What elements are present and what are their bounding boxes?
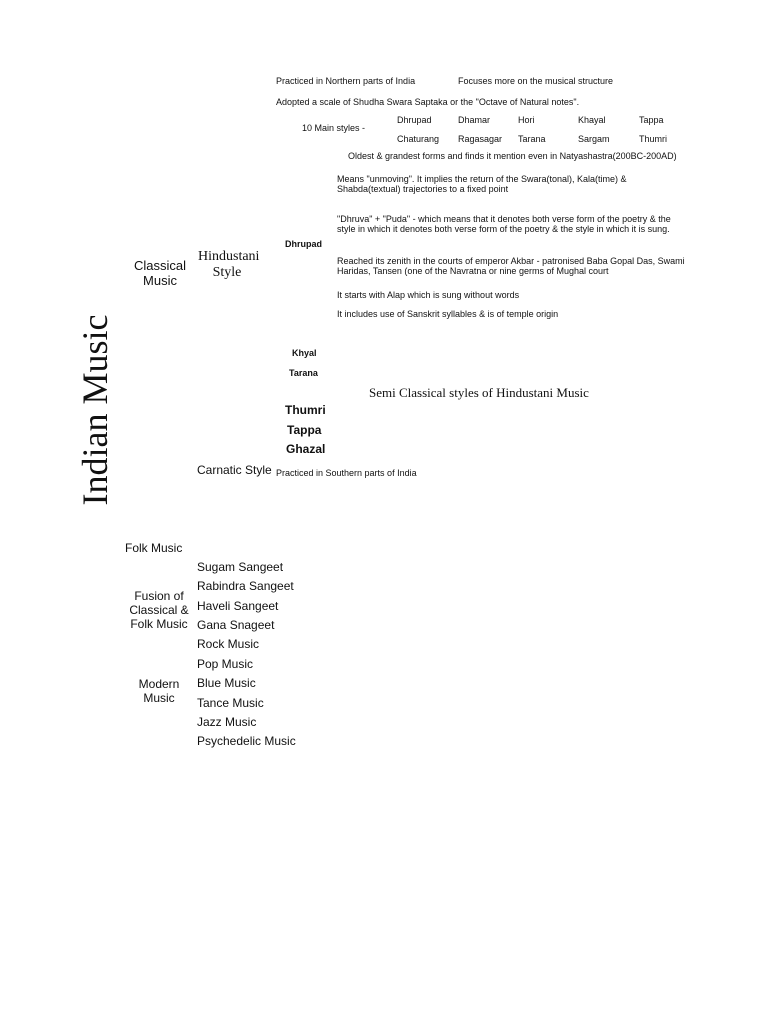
fact-structure: Focuses more on the musical structure (458, 76, 614, 86)
modern-item: Psychedelic Music (197, 734, 296, 748)
main-style-item: Tarana (518, 134, 546, 144)
carnatic-note: Practiced in Southern parts of India (276, 468, 417, 478)
carnatic-style-label: Carnatic Style (197, 463, 272, 477)
modern-music-label: Modern Music (138, 677, 180, 705)
semi-classical-style: Ghazal (286, 442, 326, 456)
main-style-item: Dhrupad (397, 115, 432, 125)
modern-item: Jazz Music (197, 715, 257, 729)
fact-scale: Adopted a scale of Shudha Swara Saptaka or the "Octave of Natural notes". (276, 97, 580, 107)
fusion-music-label: Fusion of Classical & Folk Music (129, 589, 189, 631)
semi-classical-style: Thumri (285, 403, 326, 417)
fact-northern: Practiced in Northern parts of India (276, 76, 416, 86)
modern-item: Tance Music (197, 696, 264, 710)
semi-classical-label: Semi Classical styles of Hindustani Music (369, 385, 589, 400)
main-style-item: Hori (518, 115, 535, 125)
fusion-item: Haveli Sangeet (197, 599, 279, 613)
fusion-item: Sugam Sangeet (197, 560, 284, 574)
modern-item: Rock Music (197, 637, 260, 651)
dhrupad-note: Oldest & grandest forms and finds it mention even in Natyashastra(200BC-200AD) (348, 151, 677, 161)
style-khyal: Khyal (292, 348, 317, 358)
main-style-item: Ragasagar (458, 134, 503, 144)
main-style-item: Chaturang (397, 134, 440, 144)
dhrupad-note: It includes use of Sanskrit syllables & is of temple origin (337, 309, 559, 319)
main-style-item: Sargam (578, 134, 610, 144)
main-styles-label: 10 Main styles - (302, 123, 366, 133)
folk-music-label: Folk Music (125, 541, 183, 555)
main-style-item: Tappa (639, 115, 664, 125)
modern-item: Blue Music (197, 676, 256, 690)
fusion-item: Gana Snageet (197, 618, 275, 632)
style-tarana: Tarana (289, 368, 318, 378)
hindustani-style-label: Hindustani Style (198, 249, 260, 281)
semi-classical-style: Tappa (287, 423, 322, 437)
diagram-title: Indian Music (75, 314, 115, 506)
modern-item: Pop Music (197, 657, 254, 671)
fusion-item: Rabindra Sangeet (197, 579, 294, 593)
dhrupad-label: Dhrupad (285, 239, 322, 249)
main-style-item: Dhamar (458, 115, 491, 125)
main-style-item: Thumri (639, 134, 668, 144)
dhrupad-note: "Dhruva" + "Puda" - which means that it denotes both verse form of the poetry & the style in which it denotes both verse form of the poetry & the style in which it is sung. (337, 214, 671, 235)
dhrupad-note: It starts with Alap which is sung without words (337, 290, 520, 300)
main-style-item: Khayal (578, 115, 606, 125)
classical-music-label: Classical Music (133, 258, 186, 288)
dhrupad-note: Reached its zenith in the courts of emperor Akbar - patronised Baba Gopal Das, Swami Haridas, Tansen (one of the Navratna or nine germs of Mughal court (337, 256, 685, 277)
dhrupad-note: Means "unmoving". It implies the return of the Swara(tonal), Kala(time) & Shabda(textual) trajectories to a fixed point (337, 174, 627, 195)
